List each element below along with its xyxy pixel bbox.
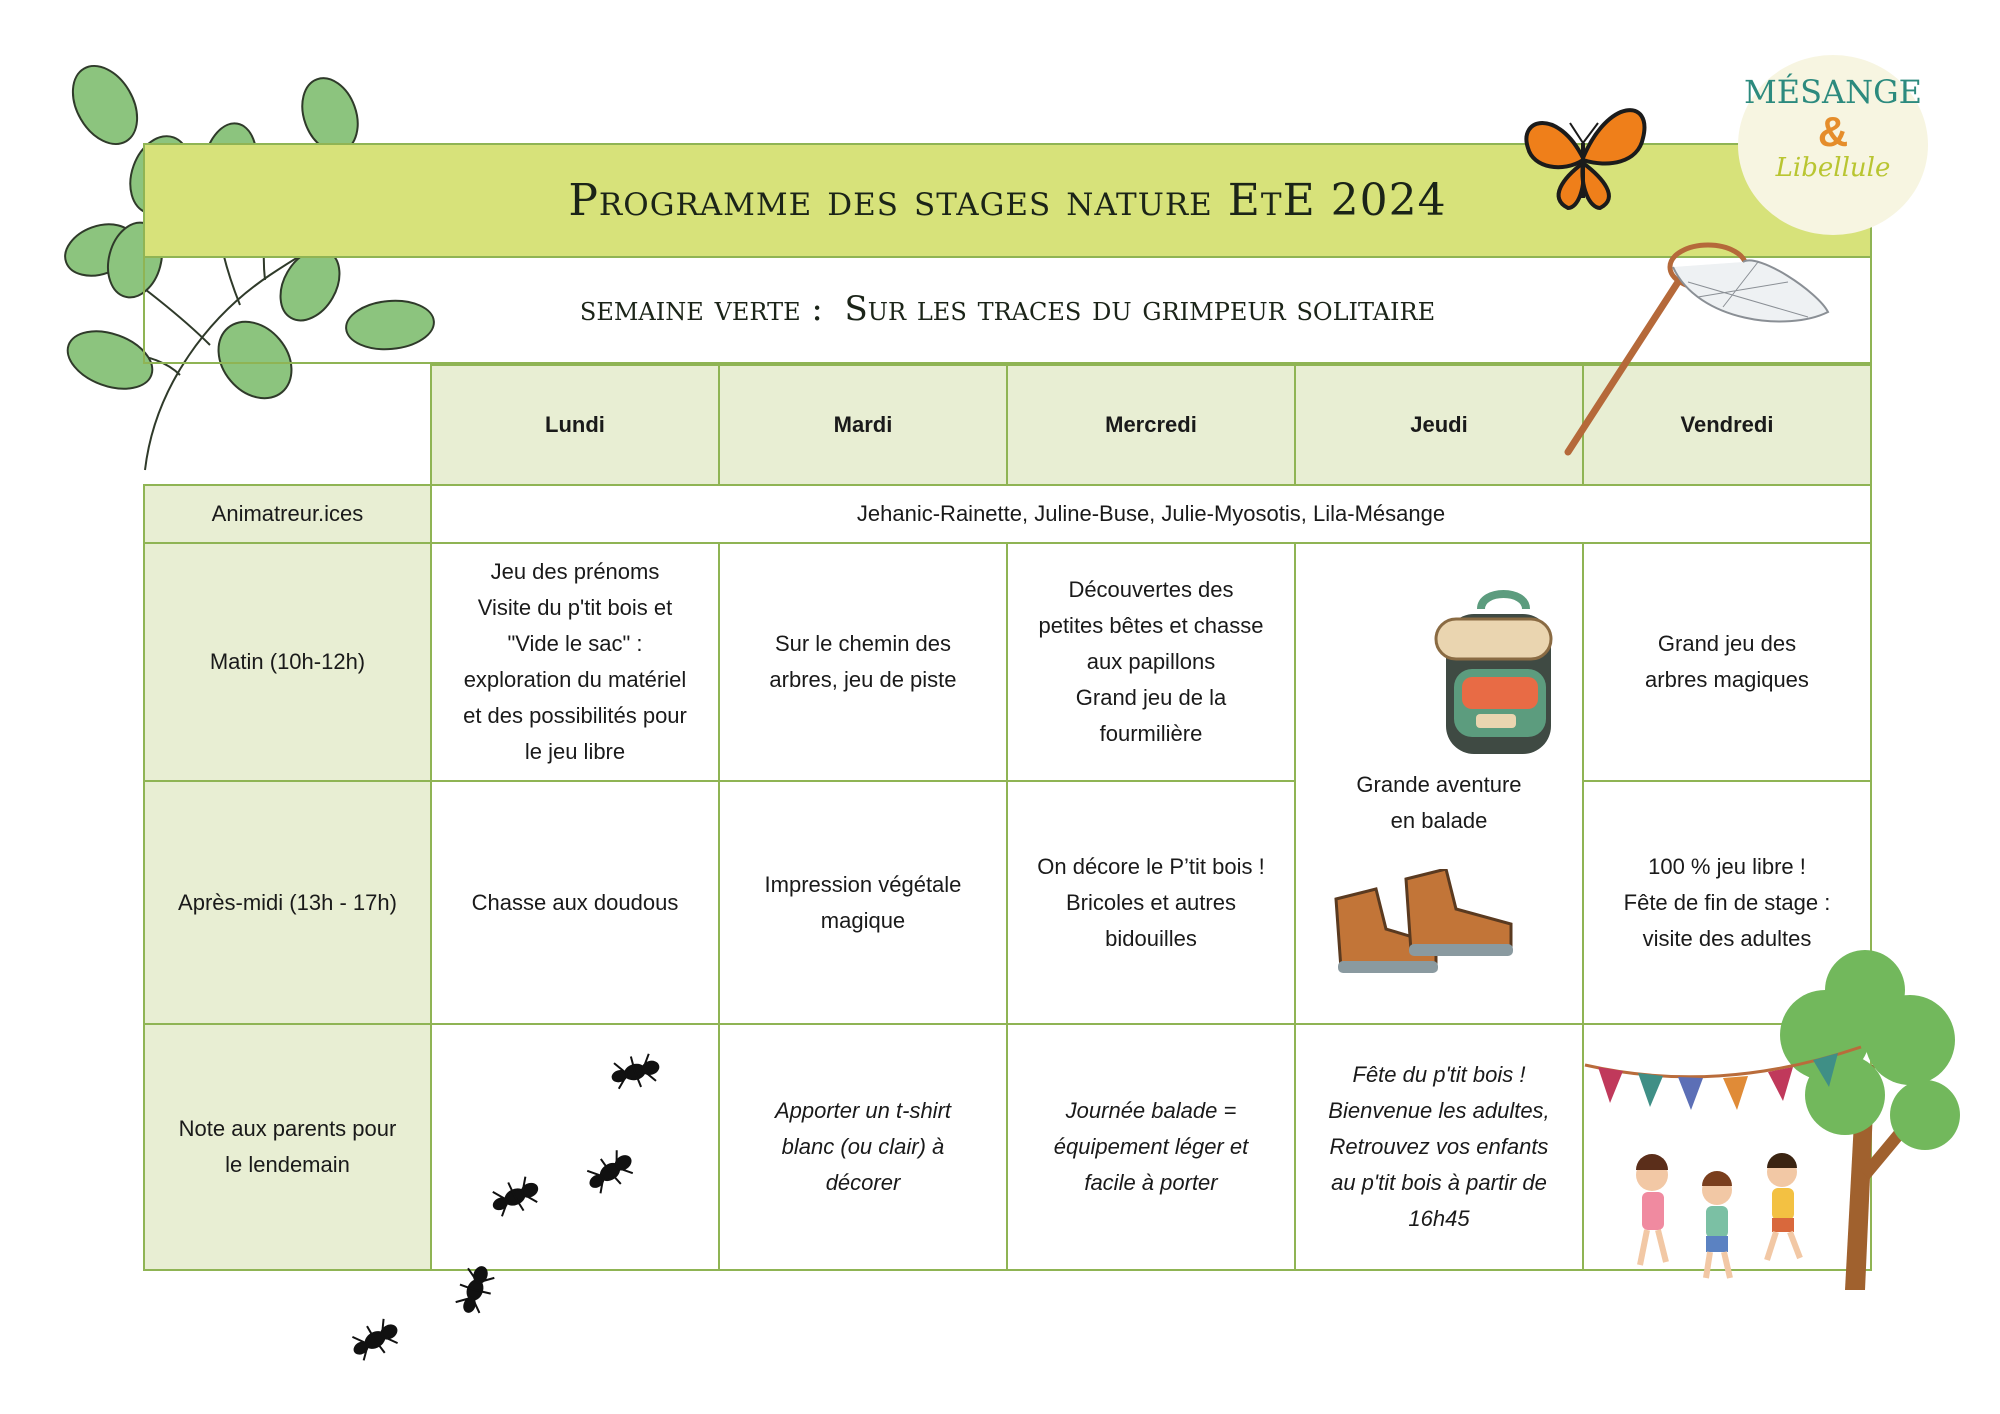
day-header-jeudi: Jeudi bbox=[1295, 365, 1583, 485]
day-header-lundi: Lundi bbox=[431, 365, 719, 485]
ants-icon bbox=[445, 1042, 705, 1242]
note-mercredi: Journée balade = équipement léger et facile à porter bbox=[1007, 1024, 1295, 1270]
matin-mardi: Sur le chemin des arbres, jeu de piste bbox=[719, 543, 1007, 781]
children-icon bbox=[1622, 1150, 1812, 1285]
note-lundi bbox=[431, 1024, 719, 1270]
apres-midi-row bbox=[144, 781, 1871, 1024]
butterfly-icon bbox=[1508, 88, 1658, 228]
hiking-boots-icon bbox=[1326, 869, 1526, 979]
logo-libellule: Libellule bbox=[1775, 153, 1891, 183]
apres-midi-mercredi: On décore le P’tit bois ! Bricoles et autres bidouilles bbox=[1007, 781, 1295, 1024]
corner-cell bbox=[144, 365, 431, 485]
bunting-flags-icon bbox=[1583, 1045, 1863, 1115]
logo-ampersand: & bbox=[1817, 108, 1849, 155]
apres-midi-label: Après-midi (13h - 17h) bbox=[144, 781, 431, 1024]
day-header-mardi: Mardi bbox=[719, 365, 1007, 485]
matin-row bbox=[144, 543, 1871, 781]
animateurs-names: Jehanic-Rainette, Juline-Buse, Julie-Myosotis, Lila-Mésange bbox=[431, 485, 1871, 543]
apres-midi-mardi: Impression végétale magique bbox=[719, 781, 1007, 1024]
ants-walking-icon bbox=[335, 1255, 515, 1375]
animateurs-label: Animatreur.ices bbox=[144, 485, 431, 543]
backpack-icon bbox=[1426, 589, 1566, 759]
schedule-table bbox=[143, 364, 1872, 1271]
week-subtitle: semaine verte : Sur les traces du grimpeur solitaire bbox=[579, 289, 1436, 329]
day-header-mercredi: Mercredi bbox=[1007, 365, 1295, 485]
apres-midi-vendredi: 100 % jeu libre ! Fête de fin de stage : visite des adultes bbox=[1583, 781, 1871, 1024]
note-mardi: Apporter un t-shirt blanc (ou clair) à décorer bbox=[719, 1024, 1007, 1270]
logo-badge bbox=[1738, 55, 1928, 235]
matin-label: Matin (10h-12h) bbox=[144, 543, 431, 781]
note-label: Note aux parents pour le lendemain bbox=[144, 1024, 431, 1270]
day-header-vendredi: Vendredi bbox=[1583, 365, 1871, 485]
apres-midi-lundi: Chasse aux doudous bbox=[431, 781, 719, 1024]
matin-vendredi: Grand jeu des arbres magiques bbox=[1583, 543, 1871, 781]
animateurs-row bbox=[144, 485, 1871, 543]
butterfly-net-icon bbox=[1558, 222, 1838, 462]
page-title: Programme des stages nature EtE 2024 bbox=[568, 175, 1447, 226]
note-jeudi: Fête du p'tit bois ! Bienvenue les adultes, Retrouvez vos enfants au p'tit bois à partir de 16h45 bbox=[1295, 1024, 1583, 1270]
jeudi-merged-cell: Grande aventure en balade bbox=[1295, 543, 1583, 1024]
matin-mercredi: Découvertes des petites bêtes et chasse aux papillons Grand jeu de la fourmilière bbox=[1007, 543, 1295, 781]
matin-lundi: Jeu des prénoms Visite du p'tit bois et "Vide le sac" : exploration du matériel et des possibilités pour le jeu libre bbox=[431, 543, 719, 781]
logo-mesange: MÉSANGE bbox=[1743, 73, 1923, 111]
